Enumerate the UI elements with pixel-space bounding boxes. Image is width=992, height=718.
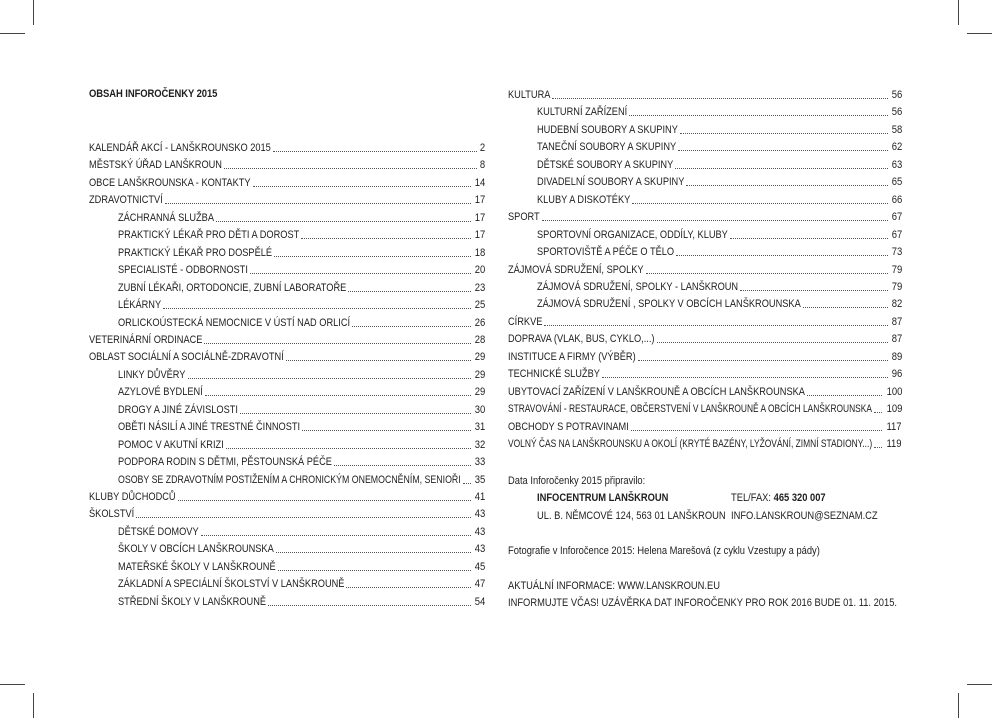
prepared-by-text: Data Inforočenky 2015 připravilo: — [508, 475, 646, 487]
toc-leader-dots — [675, 167, 887, 169]
toc-entry-page: 87 — [891, 333, 902, 346]
toc-leader-dots — [250, 272, 471, 274]
toc-entry-label: ŠKOLY V OBCÍCH LANŠKROUNSKA — [118, 543, 274, 556]
toc-entry-page: 17 — [474, 211, 485, 224]
toc-entry[interactable] — [118, 278, 485, 295]
toc-entry[interactable] — [89, 487, 485, 504]
toc-entry-label: TANEČNÍ SOUBORY A SKUPINY — [537, 141, 677, 154]
toc-leader-dots — [807, 394, 882, 396]
toc-entry[interactable] — [537, 155, 902, 172]
toc-entry[interactable] — [508, 260, 902, 277]
toc-entry-page: 63 — [891, 158, 902, 171]
toc-entry-page: 62 — [891, 141, 902, 154]
toc-entry[interactable] — [537, 190, 902, 207]
toc-entry-page: 14 — [474, 176, 485, 189]
toc-entry[interactable] — [89, 173, 485, 190]
toc-entry-label: DOPRAVA (VLAK, BUS, CYKLO,...) — [508, 333, 655, 346]
toc-leader-dots — [352, 325, 471, 327]
toc-leader-dots — [178, 499, 471, 501]
toc-entry-label: AZYLOVÉ BYDLENÍ — [118, 386, 203, 399]
toc-leader-dots — [638, 359, 888, 361]
toc-leader-dots — [286, 359, 471, 361]
toc-entry-label: DĚTSKÉ DOMOVY — [118, 525, 199, 538]
toc-leader-dots — [276, 551, 471, 553]
toc-leader-dots — [629, 114, 888, 116]
toc-entry[interactable] — [118, 435, 485, 452]
toc-leader-dots — [874, 446, 882, 448]
toc-entry-label: VOLNÝ ČAS NA LANŠKROUNSKU A OKOLÍ (KRYTÉ BAZÉNY, LYŽOVÁNÍ, ZIMNÍ STADIONY...) — [508, 438, 873, 450]
toc-entry-label: STRAVOVÁNÍ - RESTAURACE, OBČERSTVENÍ V LANŠKROUNĚ A OBCÍCH LANŠKROUNSKA — [508, 403, 872, 416]
toc-leader-dots — [676, 254, 888, 256]
tel-line — [731, 492, 826, 504]
toc-entry[interactable] — [508, 207, 902, 224]
toc-leader-dots — [204, 342, 470, 344]
crop-mark — [967, 684, 992, 685]
toc-leader-dots — [348, 290, 470, 292]
toc-entry-page: 25 — [474, 299, 485, 312]
org-name: INFOCENTRUM LANŠKROUN — [537, 492, 669, 504]
toc-entry-label: SPORT — [508, 211, 540, 224]
toc-entry[interactable] — [508, 417, 902, 434]
crop-mark — [33, 0, 34, 25]
toc-leader-dots — [216, 220, 471, 222]
toc-leader-dots — [632, 202, 887, 204]
toc-leader-dots — [165, 202, 471, 204]
toc-entry-label: HUDEBNÍ SOUBORY A SKUPINY — [537, 123, 678, 136]
toc-entry-page: 33 — [474, 456, 485, 469]
toc-entry-label: SPORTOVNÍ ORGANIZACE, ODDÍLY, KLUBY — [537, 228, 728, 241]
toc-entry[interactable] — [118, 522, 485, 539]
toc-entry-page: 29 — [474, 368, 485, 381]
toc-entry[interactable] — [118, 260, 485, 277]
toc-entry[interactable] — [508, 434, 902, 451]
toc-entry-page: 45 — [474, 560, 485, 573]
toc-entry-page: 31 — [474, 421, 485, 434]
toc-entry-label: PODPORA RODIN S DĚTMI, PĚSTOUNSKÁ PÉČE — [118, 456, 332, 469]
org-address: UL. B. NĚMCOVÉ 124, 563 01 LANŠKROUN — [537, 510, 726, 522]
toc-entry-label: ZÁJMOVÁ SDRUŽENÍ, SPOLKY — [508, 263, 644, 276]
toc-entry-page: 18 — [474, 246, 485, 259]
toc-entry[interactable] — [89, 347, 485, 364]
toc-leader-dots — [544, 324, 887, 326]
toc-entry-label: KLUBY A DISKOTÉKY — [537, 193, 631, 206]
toc-entry-label: MATEŘSKÉ ŠKOLY V LANŠKROUNĚ — [118, 560, 276, 573]
toc-entry-page: 89 — [891, 350, 902, 363]
toc-entry-label: STŘEDNÍ ŠKOLY V LANŠKROUNĚ — [118, 595, 267, 608]
toc-entry[interactable] — [118, 225, 485, 242]
toc-entry-label: KULTURNÍ ZAŘÍZENÍ — [537, 106, 628, 119]
toc-entry-label: DIVADELNÍ SOUBORY A SKUPINY — [537, 176, 685, 189]
toc-entry[interactable] — [118, 470, 485, 487]
toc-entry-page: 35 — [474, 473, 485, 486]
toc-entry[interactable] — [508, 382, 902, 399]
toc-entry-page: 96 — [891, 368, 902, 381]
toc-leader-dots — [803, 306, 888, 308]
toc-entry-page: 17 — [474, 194, 485, 207]
toc-entry-label: UBYTOVACÍ ZAŘÍZENÍ V LANŠKROUNĚ A OBCÍCH LANŠKROUNSKA — [508, 385, 805, 398]
crop-mark — [33, 693, 34, 718]
toc-entry-page: 43 — [474, 525, 485, 538]
toc-leader-dots — [278, 569, 471, 571]
toc-leader-dots — [188, 377, 471, 379]
toc-entry-page: 66 — [891, 193, 902, 206]
toc-leader-dots — [240, 412, 471, 414]
toc-entry[interactable] — [537, 242, 902, 259]
toc-entry-page: 54 — [474, 595, 485, 608]
toc-entry-page: 100 — [886, 385, 902, 398]
toc-leader-dots — [740, 289, 888, 291]
toc-leader-dots — [346, 586, 470, 588]
toc-entry-label: LÉKÁRNY — [118, 299, 162, 312]
toc-title: OBSAH INFOROČENKY 2015 — [89, 88, 218, 100]
toc-entry[interactable] — [537, 137, 902, 154]
toc-entry[interactable] — [537, 172, 902, 189]
toc-leader-dots — [874, 411, 882, 413]
toc-entry[interactable] — [508, 329, 902, 346]
toc-leader-dots — [205, 394, 471, 396]
toc-entry-label: DĚTSKÉ SOUBORY A SKUPINY — [537, 158, 674, 171]
toc-entry-label: ZDRAVOTNICTVÍ — [89, 194, 163, 207]
toc-entry-page: 32 — [474, 438, 485, 451]
toc-entry[interactable] — [89, 155, 485, 172]
toc-entry-label: INSTITUCE A FIRMY (VÝBĚR) — [508, 350, 636, 363]
toc-leader-dots — [657, 341, 888, 343]
deadline-note: INFORMUJTE VČAS! UZÁVĚRKA DAT INFOROČENKY PRO ROK 2016 BUDE 01. 11. 2015. — [508, 597, 898, 609]
crop-mark — [0, 684, 25, 685]
toc-entry[interactable] — [118, 452, 485, 469]
toc-leader-dots — [274, 255, 471, 257]
toc-leader-dots — [201, 534, 471, 536]
toc-entry-page: 43 — [474, 543, 485, 556]
toc-entry[interactable] — [537, 102, 902, 119]
toc-entry-page: 2 — [479, 142, 485, 154]
toc-leader-dots — [646, 272, 888, 274]
toc-entry-page: 119 — [886, 438, 902, 450]
toc-entry-label: OSOBY SE ZDRAVOTNÍM POSTIŽENÍM A CHRONICKÝM ONEMOCNĚNÍM, SENIOŘI — [118, 473, 461, 486]
toc-entry-page: 65 — [891, 176, 902, 189]
toc-entry-label: ZÁCHRANNÁ SLUŽBA — [118, 211, 215, 224]
crop-mark — [958, 0, 959, 25]
crop-mark — [0, 33, 25, 34]
toc-entry-page: 79 — [891, 263, 902, 276]
crop-mark — [958, 693, 959, 718]
tel-number: 465 320 007 — [773, 492, 826, 504]
toc-entry[interactable] — [89, 504, 485, 521]
toc-entry[interactable] — [508, 85, 902, 102]
toc-leader-dots — [631, 429, 883, 431]
toc-entry-page: 87 — [891, 315, 902, 328]
toc-entry[interactable] — [118, 365, 485, 382]
toc-leader-dots — [302, 429, 471, 431]
toc-entry-page: 58 — [891, 123, 902, 136]
toc-entry-label: OBLAST SOCIÁLNÍ A SOCIÁLNĚ-ZDRAVOTNÍ — [89, 351, 284, 364]
toc-entry-page: 79 — [891, 280, 902, 293]
toc-leader-dots — [273, 150, 477, 152]
toc-leader-dots — [730, 237, 888, 239]
toc-entry-page: 43 — [474, 508, 485, 521]
toc-entry-page: 17 — [474, 229, 485, 242]
toc-entry[interactable] — [118, 208, 485, 225]
toc-leader-dots — [678, 149, 888, 151]
toc-entry[interactable] — [508, 312, 902, 329]
toc-entry-page: 41 — [474, 491, 485, 503]
toc-leader-dots — [552, 97, 887, 99]
toc-entry-label: ZÁKLADNÍ A SPECIÁLNÍ ŠKOLSTVÍ V LANŠKROUNĚ — [118, 578, 345, 591]
tel-label: TEL/FAX: — [731, 492, 772, 504]
toc-entry[interactable] — [118, 557, 485, 574]
toc-entry-label: ZÁJMOVÁ SDRUŽENÍ , SPOLKY V OBCÍCH LANŠKROUNSKA — [537, 298, 801, 311]
toc-entry-label: POMOC V AKUTNÍ KRIZI — [118, 438, 224, 451]
toc-entry[interactable] — [118, 313, 485, 330]
org-email[interactable]: INFO.LANSKROUN@SEZNAM.CZ — [731, 510, 878, 522]
toc-entry-label: KULTURA — [508, 89, 551, 101]
toc-entry-label: SPECIALISTÉ - ODBORNOSTI — [118, 264, 248, 277]
toc-entry[interactable] — [118, 382, 485, 399]
toc-entry-label: KALENDÁŘ AKCÍ - LANŠKROUNSKO 2015 — [89, 142, 271, 154]
toc-entry[interactable] — [118, 539, 485, 556]
toc-entry-page: 56 — [891, 89, 902, 101]
toc-entry[interactable] — [537, 120, 902, 137]
toc-entry-page: 29 — [474, 386, 485, 399]
toc-leader-dots — [268, 604, 471, 606]
toc-entry-page: 109 — [886, 403, 902, 416]
toc-entry-label: PRAKTICKÝ LÉKAŘ PRO DĚTI A DOROST — [118, 229, 300, 242]
toc-leader-dots — [602, 376, 888, 378]
toc-entry-label: TECHNICKÉ SLUŽBY — [508, 368, 600, 381]
toc-entry-label: ZÁJMOVÁ SDRUŽENÍ, SPOLKY - LANŠKROUN — [537, 280, 739, 293]
toc-leader-dots — [301, 237, 471, 239]
toc-entry[interactable] — [118, 574, 485, 591]
toc-entry[interactable] — [118, 295, 485, 312]
toc-entry-page: 73 — [891, 246, 902, 259]
toc-entry-page: 56 — [891, 106, 902, 119]
toc-entry-label: ZUBNÍ LÉKAŘI, ORTODONCIE, ZUBNÍ LABORATOŘE — [118, 281, 347, 294]
toc-leader-dots — [226, 447, 471, 449]
toc-entry-label: CÍRKVE — [508, 315, 543, 328]
toc-entry-page: 82 — [891, 298, 902, 311]
toc-entry[interactable] — [118, 243, 485, 260]
toc-entry[interactable] — [118, 592, 485, 609]
toc-entry-page: 23 — [474, 281, 485, 294]
toc-entry-label: DROGY A JINÉ ZÁVISLOSTI — [118, 403, 238, 416]
current-info-link[interactable]: AKTUÁLNÍ INFORMACE: WWW.LANSKROUN.EU — [508, 580, 720, 592]
toc-leader-dots — [253, 185, 471, 187]
org-contact-line — [537, 492, 668, 504]
toc-entry[interactable] — [508, 364, 902, 381]
toc-entry-page: 47 — [474, 578, 485, 591]
toc-entry-page: 26 — [474, 316, 485, 329]
toc-leader-dots — [163, 307, 471, 309]
toc-entry-label: KLUBY DŮCHODCŮ — [89, 491, 176, 503]
toc-leader-dots — [334, 464, 471, 466]
crop-mark — [967, 33, 992, 34]
toc-entry-label: OBCHODY S POTRAVINAMI — [508, 420, 629, 433]
toc-entry-label: OBĚTI NÁSILÍ A JINÉ TRESTNÉ ČINNOSTI — [118, 421, 301, 434]
toc-entry-label: LINKY DŮVĚRY — [118, 368, 186, 381]
toc-entry-page: 20 — [474, 264, 485, 277]
toc-entry[interactable] — [118, 417, 485, 434]
toc-entry[interactable] — [537, 277, 902, 294]
toc-entry-label: SPORTOVIŠTĚ A PÉČE O TĚLO — [537, 246, 675, 259]
toc-entry-page: 117 — [886, 420, 902, 433]
toc-leader-dots — [686, 184, 887, 186]
toc-entry[interactable] — [508, 399, 902, 416]
toc-entry-page: 67 — [891, 211, 902, 224]
toc-entry-label: ORLICKOÚSTECKÁ NEMOCNICE V ÚSTÍ NAD ORLICÍ — [118, 316, 351, 329]
toc-entry[interactable] — [89, 330, 485, 347]
toc-entry-page: 28 — [474, 333, 485, 346]
photo-credit: Fotografie v Inforočence 2015: Helena Marešová (z cyklu Vzestupy a pády) — [508, 545, 820, 557]
toc-entry-label: VETERINÁRNÍ ORDINACE — [89, 333, 203, 346]
toc-entry-label: ŠKOLSTVÍ — [89, 508, 135, 521]
toc-leader-dots — [136, 516, 471, 518]
toc-entry[interactable] — [89, 138, 485, 155]
toc-entry[interactable] — [537, 294, 902, 311]
toc-leader-dots — [542, 219, 888, 221]
toc-entry[interactable] — [537, 225, 902, 242]
toc-entry-page: 8 — [479, 159, 485, 172]
toc-entry[interactable] — [508, 347, 902, 364]
toc-entry-page: 29 — [474, 351, 485, 364]
toc-entry-label: OBCE LANŠKROUNSKA - KONTAKTY — [89, 176, 251, 189]
toc-leader-dots — [224, 167, 477, 169]
toc-entry-page: 30 — [474, 403, 485, 416]
toc-entry-label: PRAKTICKÝ LÉKAŘ PRO DOSPĚLÉ — [118, 246, 273, 259]
toc-entry-label: MĚSTSKÝ ÚŘAD LANŠKROUN — [89, 159, 222, 172]
toc-entry-page: 67 — [891, 228, 902, 241]
toc-leader-dots — [680, 132, 888, 134]
toc-entry[interactable] — [89, 190, 485, 207]
toc-leader-dots — [463, 482, 471, 484]
toc-entry[interactable] — [118, 400, 485, 417]
